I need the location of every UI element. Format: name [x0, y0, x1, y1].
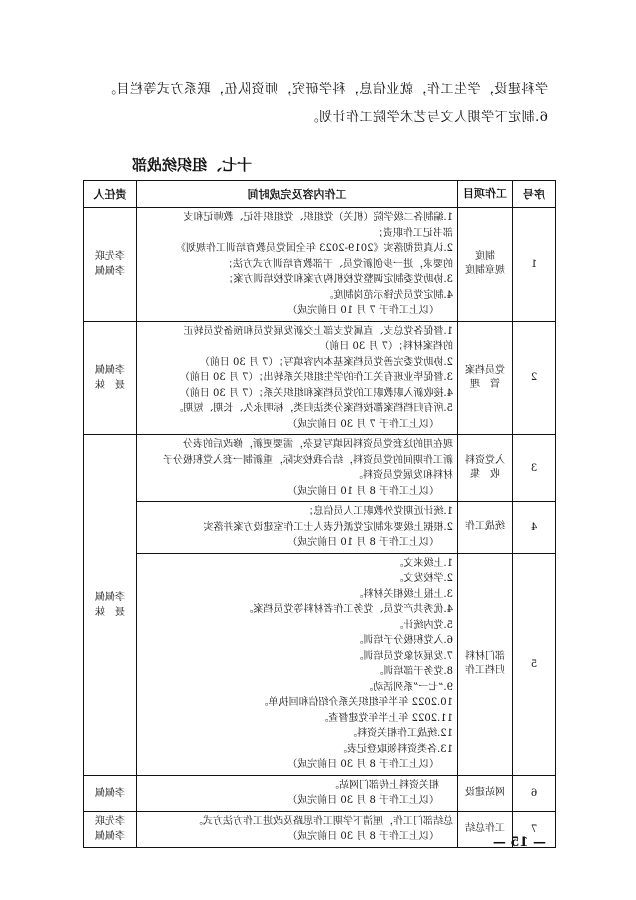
content-line: 的档案材料；（7 月 30 日前） [319, 341, 453, 352]
page-number: — 15 — [492, 835, 546, 850]
cell-line: 规章制度 [465, 265, 505, 277]
content-line: 1.统计近期党外教职工人员信息； [303, 506, 453, 517]
content-line: 11.2022 年上半年党建督查。 [318, 712, 453, 724]
header-content: 工作内容及完成时间 [137, 181, 458, 208]
row-item [458, 208, 513, 322]
content-line: （以上工作于 8 月 30 日前完成） [287, 759, 439, 770]
table-header-row [84, 181, 556, 208]
content-line: 新工作期间的党员资料，结合我校实际，重新制一套入党积极分子 [163, 454, 453, 466]
row-item [458, 435, 513, 502]
row-content [137, 435, 458, 502]
section-title: 十七、组织统战部 [131, 156, 252, 174]
cell-line: 李佩佩 [95, 266, 125, 278]
content-line: 5.党内统计。 [393, 619, 453, 631]
row-owner [84, 321, 137, 435]
content-line: 5.所有归档档案都按档案分类法归类，标明永久、长期、短期。 [173, 403, 453, 414]
cell-line: 李佩佩 [95, 787, 125, 799]
row-owner [84, 208, 137, 322]
content-line: 材料和发展党员资料。 [353, 470, 453, 481]
content-line: （以上工作于 8 月 10 日前完成） [287, 485, 439, 497]
content-line: 3.上报上级相关材料。 [353, 588, 453, 600]
row-seq: 4 [513, 502, 556, 554]
cell-line: 党员档案 [465, 364, 505, 376]
content-line: 6.入党积极分子培训。 [353, 635, 453, 646]
cell-line: 统战工作 [465, 521, 505, 533]
cell-line: 归档工作 [465, 665, 505, 676]
row-seq: 1 [513, 208, 556, 322]
row-seq: 2 [513, 321, 556, 435]
cell-line: 李先联 [95, 816, 125, 827]
row-item [458, 502, 513, 554]
content-line: 2.协助党委完善党员档案基本内容填写；（7 月 30 日前） [199, 356, 453, 368]
cell-line: 聂 妹 [95, 379, 125, 391]
content-line: （以上工作于 8 月 30 日前完成） [287, 795, 439, 806]
cell-line: 李佩佩 [95, 831, 125, 842]
row-owner [84, 775, 137, 811]
content-line: 现在用的这套党员资料因填写复杂，需要更新，修改后的表分 [183, 439, 453, 450]
row-content [137, 502, 458, 554]
cell-line: 管 理 [470, 378, 500, 390]
cell-line: 网站建设 [465, 787, 505, 798]
content-line: 10.2022 年半年组织关系介绍信和回执单。 [258, 697, 453, 708]
content-line: 2.根据上级要求制定党派代表人士工作室建设方案并落实 [203, 521, 453, 533]
content-line: （以上工作于 7 月 10 日前完成） [287, 305, 439, 316]
row-seq: 3 [513, 435, 556, 502]
table-row [84, 321, 556, 435]
cell-line: 制度 [475, 251, 495, 263]
content-line: 相关资料上传部门网站。 [329, 779, 439, 791]
table-row [84, 775, 556, 811]
row-item [458, 775, 513, 811]
cell-line: 部门材料 [465, 651, 505, 662]
table-row [84, 435, 556, 502]
content-line: 12.统战工作相关资料。 [347, 728, 453, 739]
row-item [458, 553, 513, 775]
content-line: （以上工作于 8 月 30 日前完成） [287, 831, 439, 842]
content-line: 9.“七一”系列活动。 [363, 681, 453, 693]
content-line: 1.编制各二级学院（机关）党组织、党组织书记、教师记和支 [183, 212, 453, 223]
row-content [137, 208, 458, 322]
row-seq: 6 [513, 775, 556, 811]
content-line: （以上工作于 8 月 10 日前完成） [287, 537, 439, 548]
row-content [137, 775, 458, 811]
content-line: 3.协助党委制定调整党校机构方案和党校培训方案； [223, 274, 453, 285]
row-content [137, 553, 458, 775]
header-owner: 责任人 [84, 181, 137, 208]
header-seq: 序号 [513, 181, 556, 208]
content-line: 总结部门工作，厘清下学期工作思路及改进工作方法方式。 [193, 815, 453, 827]
content-line: 2.认真贯彻落实《2019-2023 年全国党员教育培训工作规划》 [176, 243, 453, 254]
content-line: 4.优秀共产党员、党务工作者材料等党员档案。 [243, 604, 453, 615]
row-seq: 5 [513, 553, 556, 775]
content-line: 13.各类资料领取登记表。 [337, 743, 453, 755]
table-row [84, 553, 556, 775]
content-line: 1.上级来文。 [393, 557, 453, 569]
content-line: 1.督促各党总支、直属党支部上交新发展党员和预备党员转正 [183, 325, 453, 337]
row-seq: 7 [513, 811, 556, 847]
cell-line: 工作总结 [465, 823, 505, 834]
content-line: 4.制定党员先锋示范岗制度。 [323, 289, 453, 301]
row-item [458, 321, 513, 435]
content-line: 的要求，进一步创新党员、干部教育培训方式方法； [223, 258, 453, 270]
cell-line: 李佩佩 [95, 364, 125, 376]
work-plan-table [83, 180, 556, 848]
intro-line-1: 学科建设，学生工作，就业信息，科学研究，师资队伍，联系方式等栏目。 [102, 82, 548, 97]
content-line: （以上工作于 7 月 30 日前完成） [287, 418, 439, 430]
table-row [84, 502, 556, 554]
content-line: 部书记工作职责； [373, 227, 453, 239]
cell-line: 入党资料 [465, 455, 505, 466]
cell-line: 李先联 [95, 251, 125, 263]
intro-line-2: 6.制定下学期人文与艺术学院工作计划。 [305, 110, 548, 125]
content-line: 8.党务干部培训。 [373, 666, 453, 677]
row-owner [84, 435, 137, 776]
cell-line: 李佩佩 [95, 591, 125, 603]
content-line: 7.发展对象党员培训。 [353, 650, 453, 662]
cell-line: 聂 妹 [95, 606, 125, 618]
table-row [84, 811, 556, 847]
cell-line: 收 集 [470, 469, 500, 480]
content-line: 3.督促毕业班有关工作的学生组织关系转出；（7 月 30 日前） [179, 372, 453, 383]
header-item: 工作项目 [458, 181, 513, 208]
content-line: 2.学校发文。 [393, 573, 453, 584]
row-content [137, 321, 458, 435]
row-owner [84, 811, 137, 847]
content-line: 4.接收新入职教职工的党员档案和组织关系；（7 月 30 日前） [179, 387, 453, 399]
table-row [84, 208, 556, 322]
row-content [137, 811, 458, 847]
